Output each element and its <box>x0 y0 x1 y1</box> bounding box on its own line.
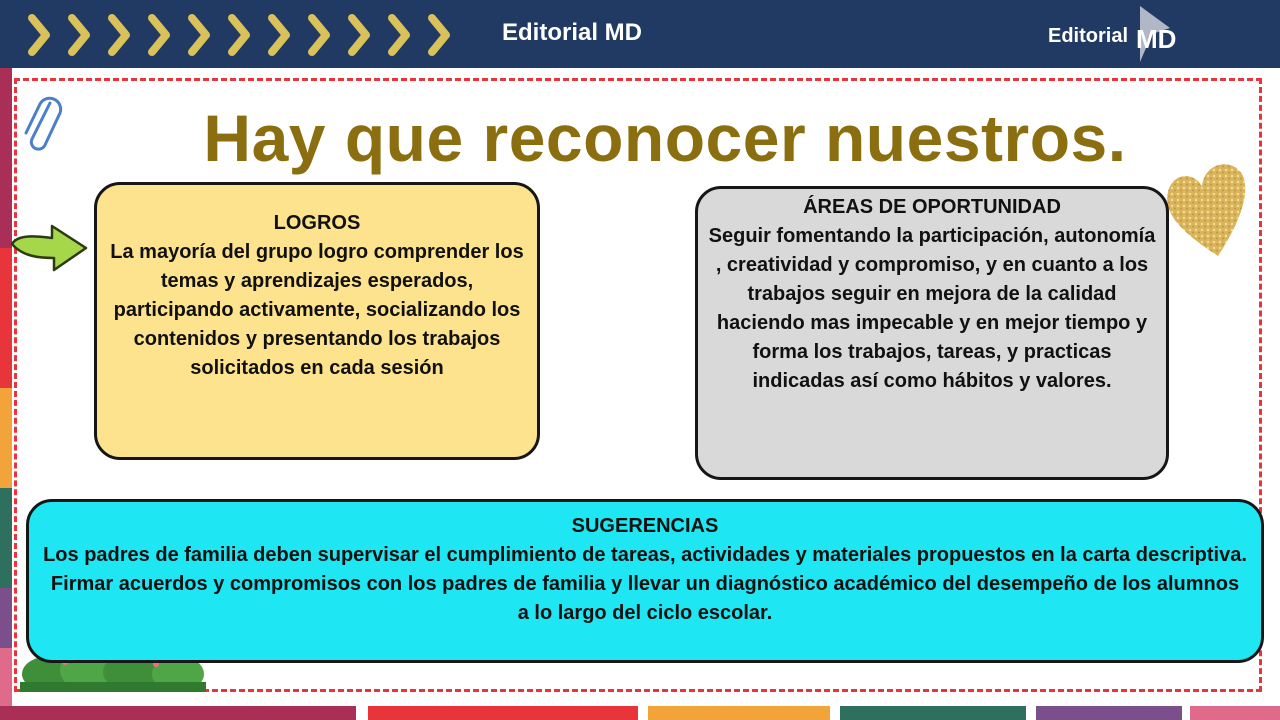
chevron-icon <box>112 18 126 52</box>
page-title: Hay que reconocer nuestros. <box>203 101 1127 175</box>
sugerencias-paragraph-1: Los padres de familia deben supervisar el cumplimiento de tareas, actividades y materiales propuestos en la carta descriptiva. <box>43 544 1247 566</box>
chevron-icon <box>72 18 86 52</box>
brand-mark-text: MD <box>1136 24 1177 54</box>
editorial-md-logo <box>1048 6 1188 62</box>
header-title: Editorial MD <box>502 19 643 46</box>
areas-text: Seguir fomentando la participación, autonomía , creatividad y compromiso, y en cuanto a los trabajos seguir en mejora de la calidad haciendo mas impecable y en mejor tiempo y forma los trabajos, tareas, y practicas indicadas así como hábitos y valores. <box>708 225 1156 392</box>
brand-text: Editorial <box>1048 25 1129 47</box>
chevron-icon <box>352 18 366 52</box>
chevron-icon <box>232 18 246 52</box>
chevron-icon <box>32 18 46 52</box>
sugerencias-box <box>26 499 1264 663</box>
chevron-icon <box>192 18 206 52</box>
chevron-icon <box>152 18 166 52</box>
chevron-icon <box>432 18 446 52</box>
green-arrow-icon <box>8 218 90 274</box>
chevron-icon <box>392 18 406 52</box>
chevron-icon <box>312 18 326 52</box>
sugerencias-title: SUGERENCIAS <box>571 515 719 537</box>
areas-title: ÁREAS DE OPORTUNIDAD <box>803 196 1061 218</box>
top-header-bar <box>0 0 1280 68</box>
logros-text: La mayoría del grupo logro comprender los temas y aprendizajes esperados, participando activamente, socializando los contenidos y presentando los trabajos solicitados en cada sesión <box>110 241 524 379</box>
bottom-color-strip <box>0 706 1280 720</box>
sugerencias-paragraph-2: Firmar acuerdos y compromisos con los padres de familia y llevar un diagnóstico académico del desempeño de los alumnos a lo largo del ciclo escolar. <box>50 573 1240 624</box>
chevron-decoration <box>22 12 472 58</box>
chevron-icon <box>272 18 286 52</box>
areas-de-oportunidad-box <box>695 186 1169 480</box>
logros-title: LOGROS <box>273 212 361 234</box>
logros-box <box>94 182 540 460</box>
brand-mark-icon <box>1130 6 1186 62</box>
